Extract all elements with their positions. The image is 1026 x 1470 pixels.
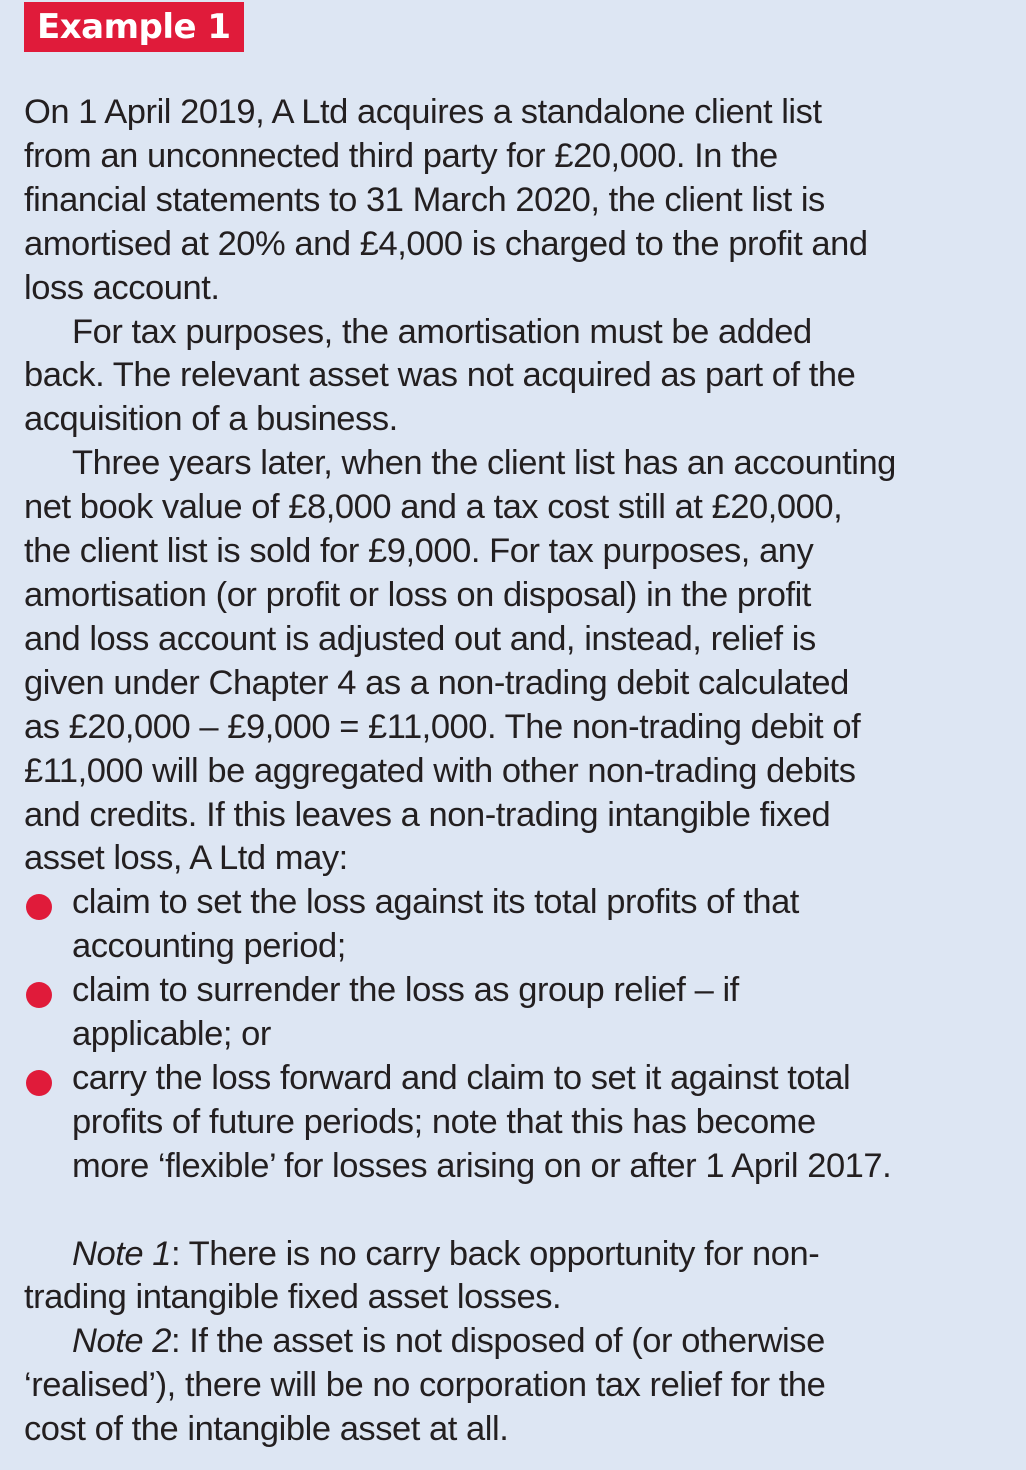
- text-line: financial statements to 31 March 2020, the client list is: [24, 180, 825, 219]
- text-line: given under Chapter 4 as a non-trading debit calculated: [24, 663, 849, 702]
- text-line: profits of future periods; note that this has become: [72, 1102, 816, 1141]
- example-label: Example 1: [24, 2, 244, 52]
- text-line: [24, 1233, 1024, 1277]
- text-line: loss account.: [24, 268, 220, 307]
- note-2: [24, 1320, 1024, 1452]
- text-line: accounting period;: [72, 927, 346, 966]
- text-line: more ‘flexible’ for losses arising on or after 1 April 2017.: [72, 1146, 892, 1185]
- note-label: Note 2: [72, 1322, 171, 1361]
- bullet-item: [24, 1057, 1024, 1189]
- text-line: applicable; or: [72, 1015, 271, 1054]
- text-line: On 1 April 2019, A Ltd acquires a standalone client list: [24, 93, 822, 131]
- text-line: net book value of £8,000 and a tax cost still at £20,000,: [24, 488, 843, 527]
- note-label: Note 1: [72, 1234, 171, 1273]
- note-1: [24, 1233, 1024, 1321]
- spacer: [24, 1189, 1024, 1233]
- example-body: [24, 91, 1024, 1452]
- text-line: the client list is sold for £9,000. For tax purposes, any: [24, 532, 814, 571]
- text-line: amortised at 20% and £4,000 is charged to the profit and: [24, 224, 868, 263]
- bullet-dot-icon: [26, 982, 52, 1008]
- text-line: claim to set the loss against its total profits of that: [72, 883, 799, 922]
- text-line: Three years later, when the client list has an accounting: [72, 444, 896, 483]
- text-line: and loss account is adjusted out and, instead, relief is: [24, 619, 816, 658]
- text-line: For tax purposes, the amortisation must be added: [72, 312, 812, 351]
- text-line: trading intangible fixed asset losses.: [24, 1278, 562, 1317]
- text-line: back. The relevant asset was not acquired as part of the: [24, 356, 856, 395]
- text-line: from an unconnected third party for £20,000. In the: [24, 136, 778, 175]
- paragraph-disposal: [24, 442, 1024, 881]
- text-line: £11,000 will be aggregated with other non-trading debits: [24, 751, 856, 790]
- note-text: : If the asset is not disposed of (or otherwise: [170, 1322, 825, 1361]
- text-line: carry the loss forward and claim to set it against total: [72, 1058, 851, 1097]
- text-line: asset loss, A Ltd may:: [24, 839, 348, 878]
- text-line: claim to surrender the loss as group relief – if: [72, 971, 739, 1010]
- text-line: [24, 1320, 1024, 1364]
- text-line: amortisation (or profit or loss on disposal) in the profit: [24, 575, 811, 614]
- text-line: acquisition of a business.: [24, 400, 398, 439]
- bullet-item: [24, 969, 1024, 1057]
- text-line: cost of the intangible asset at all.: [24, 1410, 509, 1449]
- paragraph-tax-purposes: [24, 311, 1024, 443]
- paragraph-facts: [24, 91, 1024, 311]
- text-line: as £20,000 – £9,000 = £11,000. The non-trading debit of: [24, 707, 861, 746]
- bullet-item: [24, 881, 1024, 969]
- text-line: ‘realised’), there will be no corporation tax relief for the: [24, 1366, 826, 1405]
- bullet-dot-icon: [26, 894, 52, 920]
- note-text: : There is no carry back opportunity for non-: [170, 1234, 820, 1273]
- text-line: and credits. If this leaves a non-trading intangible fixed: [24, 795, 831, 834]
- bullet-dot-icon: [26, 1070, 52, 1096]
